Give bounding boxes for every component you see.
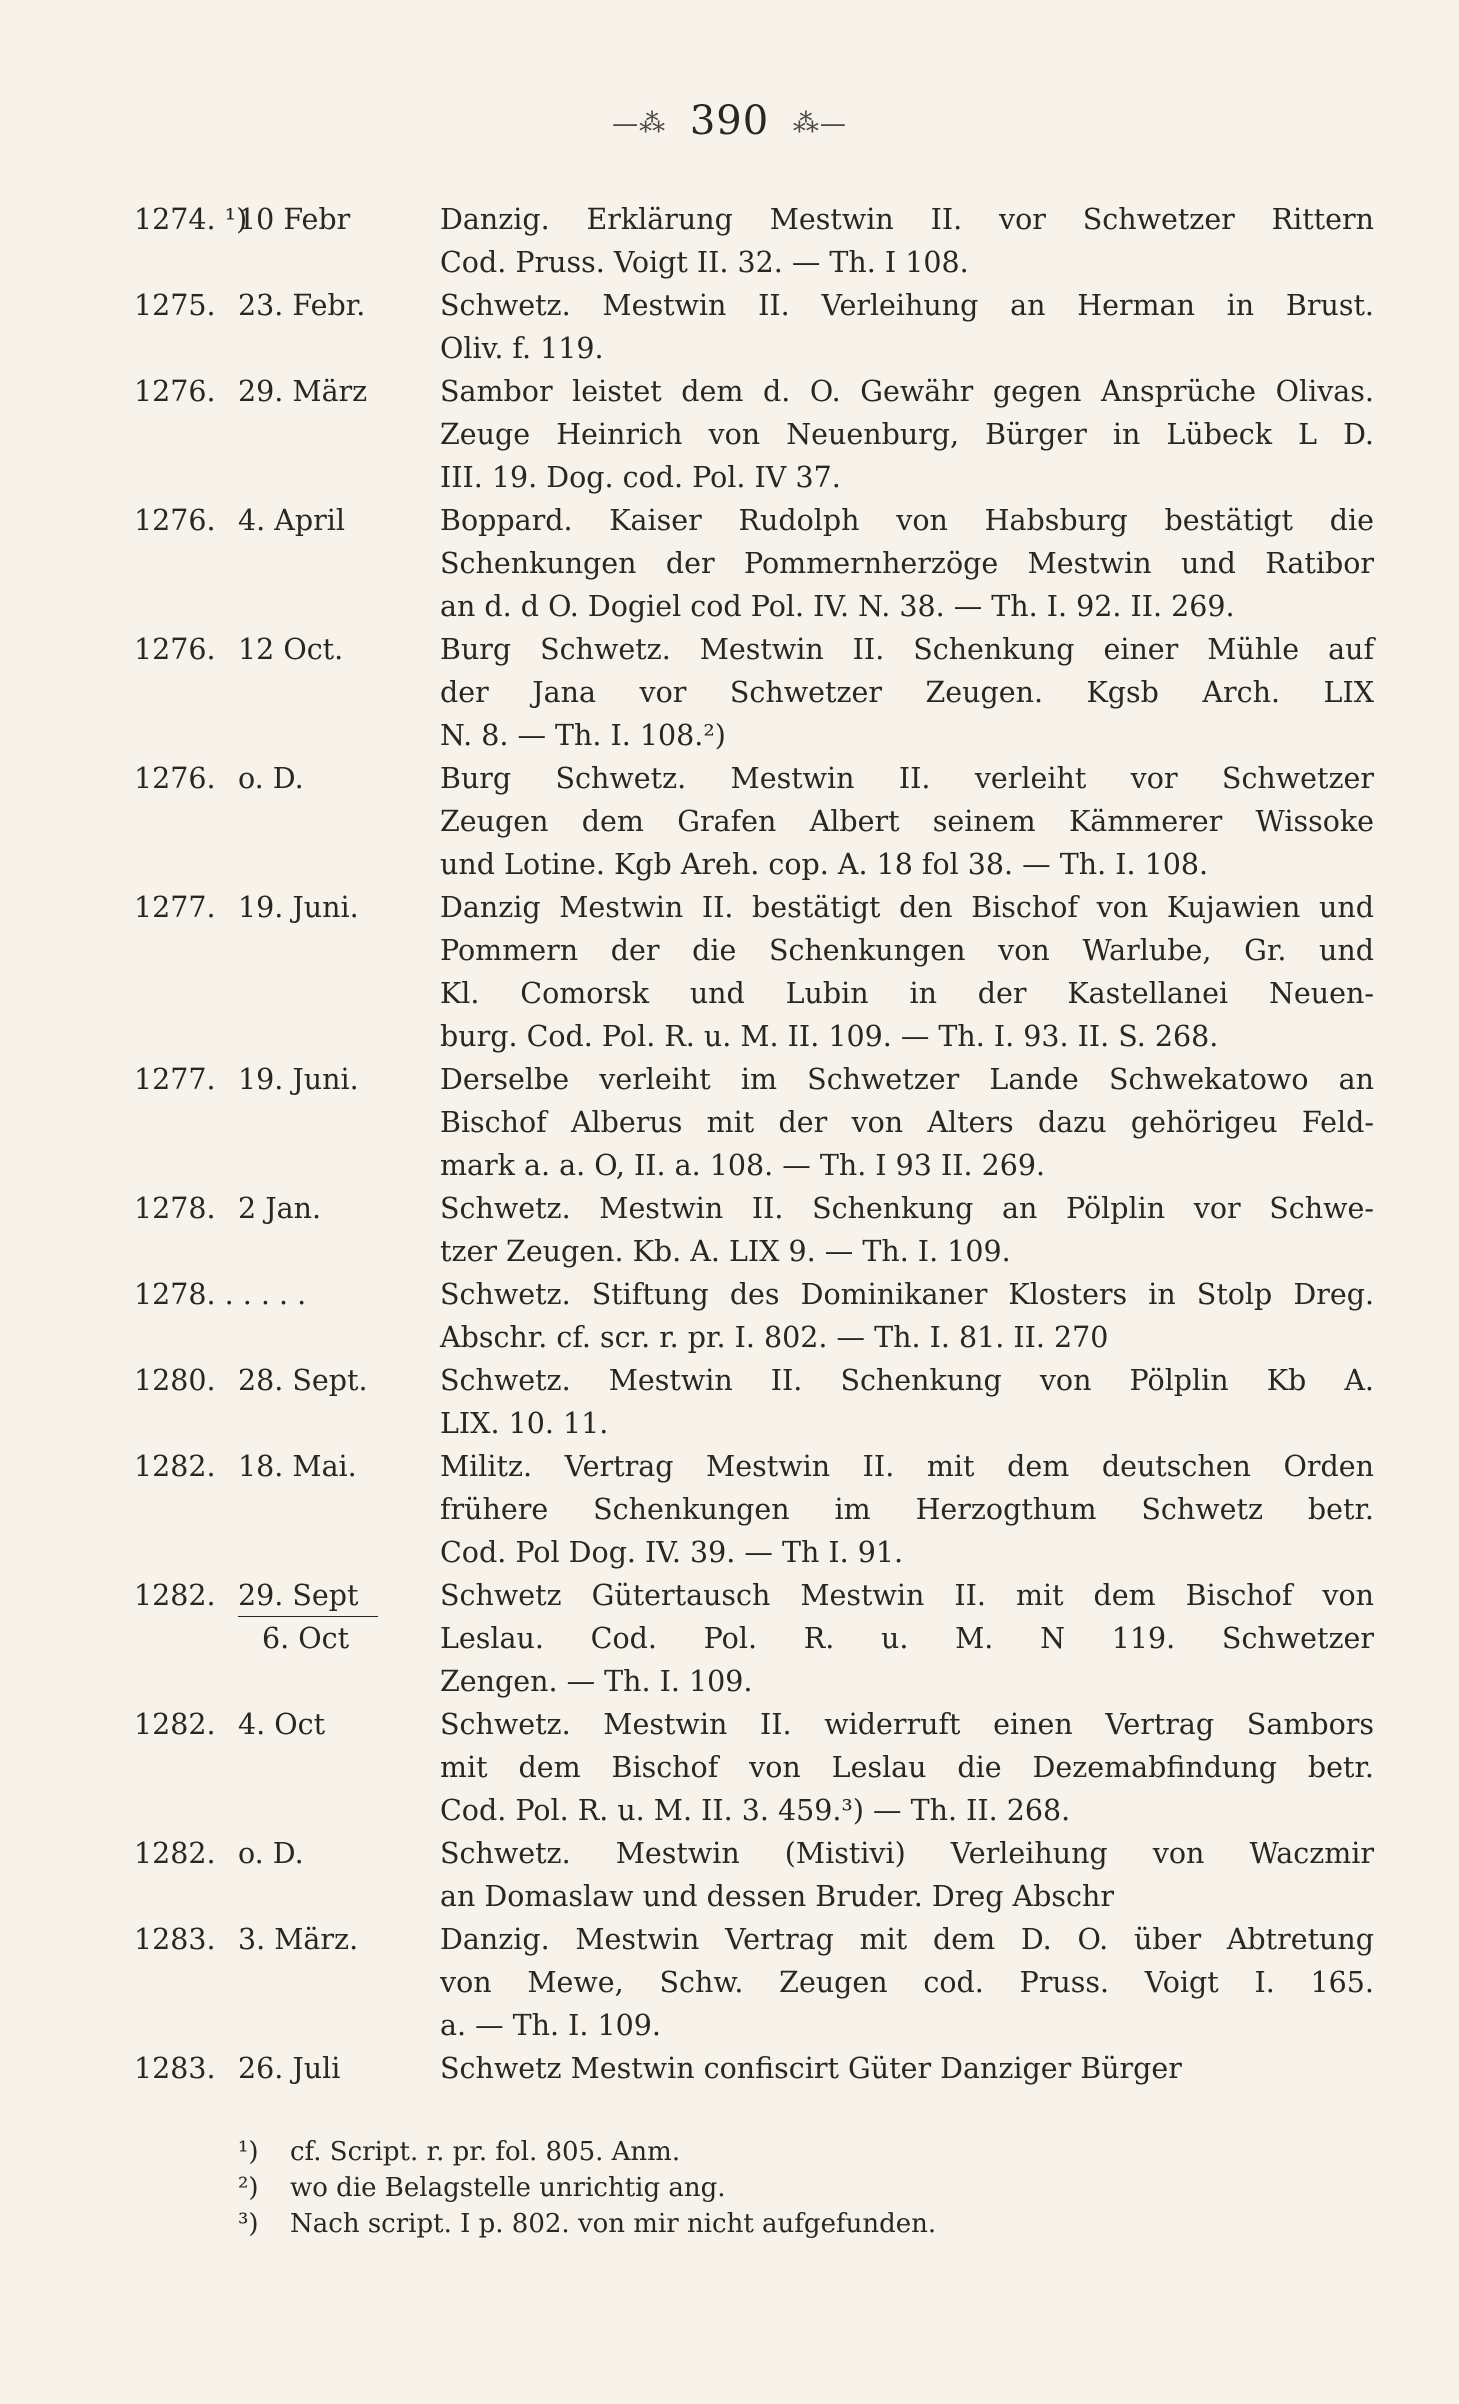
entry-date-start: 29. Sept: [238, 1576, 378, 1617]
entry-date: 3. März.: [238, 1923, 359, 1956]
chronology-entry: [134, 1832, 1374, 1918]
entry-date: 29. März: [238, 375, 368, 408]
entry-text: [440, 370, 1374, 499]
entry-text: [440, 198, 1374, 284]
entry-date: 26. Juli: [238, 2052, 341, 2085]
footnote: [238, 2170, 1138, 2206]
entry-text: [440, 1445, 1374, 1574]
entry-text: [440, 628, 1374, 757]
entry-text-line: Schwetz. Mestwin II. Schenkung von Pölplin Kb A.: [440, 1364, 1374, 1397]
entry-text-line: Zeugen dem Grafen Albert seinem Kämmerer Wissoke: [440, 805, 1374, 838]
footnote-mark: ¹): [238, 2137, 259, 2167]
entry-text-line: an d. d O. Dogiel cod Pol. IV. N. 38. — Th. I. 92. II. 269.: [440, 590, 1235, 623]
entry-text-line: an Domaslaw und dessen Bruder. Dreg Abschr: [440, 1880, 1114, 1913]
entry-text-line: Danzig. Erklärung Mestwin II. vor Schwetzer Rittern: [440, 203, 1374, 236]
chronology-entry: [134, 198, 1374, 284]
footnote-mark: ³): [238, 2209, 259, 2239]
chronology-entry: [134, 370, 1374, 499]
entry-year: 1282.: [134, 1837, 216, 1870]
entry-text-line: Boppard. Kaiser Rudolph von Habsburg bestätigt die: [440, 504, 1374, 537]
entry-date: 4. Oct: [238, 1708, 326, 1741]
chronology-entry: [134, 1359, 1374, 1445]
entry-year: 1283.: [134, 2052, 216, 2085]
entry-text-line: tzer Zeugen. Kb. A. LIX 9. — Th. I. 109.: [440, 1235, 1011, 1268]
entry-date: 10 Febr: [238, 203, 351, 236]
entry-text: [440, 1832, 1374, 1918]
entry-text-line: Kl. Comorsk und Lubin in der Kastellanei Neuen-: [440, 977, 1374, 1010]
entry-text-line: Burg Schwetz. Mestwin II. verleiht vor Schwetzer: [440, 762, 1374, 795]
entry-date: 23. Febr.: [238, 289, 366, 322]
entry-text: [440, 1273, 1374, 1359]
entry-year: 1282.: [134, 1708, 216, 1741]
entry-text-line: Schwetz Gütertausch Mestwin II. mit dem Bischof von: [440, 1579, 1374, 1612]
chronology-entry: [134, 1574, 1374, 1703]
entry-year: 1278. . . . . .: [134, 1278, 307, 1311]
entry-text-line: Oliv. f. 119.: [440, 332, 604, 365]
entry-text: [440, 757, 1374, 886]
entry-text: [440, 1703, 1374, 1832]
entry-text-line: Cod. Pol. R. u. M. II. 3. 459.³) — Th. II. 268.: [440, 1794, 1071, 1827]
entry-text-line: Danzig Mestwin II. bestätigt den Bischof von Kujawien und: [440, 891, 1374, 924]
entry-year: 1282.: [134, 1579, 216, 1612]
entry-text-line: III. 19. Dog. cod. Pol. IV 37.: [440, 461, 841, 494]
entry-text-line: mark a. a. O, II. a. 108. — Th. I 93 II. 269.: [440, 1149, 1046, 1182]
entry-text: [440, 284, 1374, 370]
footnotes: [238, 2134, 1138, 2242]
entry-text-line: Schwetz Mestwin confiscirt Güter Danziger Bürger: [440, 2052, 1182, 2085]
entry-date: 2 Jan.: [238, 1192, 322, 1225]
entry-year: 1278.: [134, 1192, 216, 1225]
chronology-entry: [134, 886, 1374, 1058]
entry-text: [440, 1187, 1374, 1273]
entry-date-end: 6. Oct: [262, 1622, 350, 1655]
header-ornament-right: ⁂—: [792, 109, 847, 139]
entry-text-line: Cod. Pol Dog. IV. 39. — Th I. 91.: [440, 1536, 904, 1569]
entry-text-line: Schenkungen der Pommernherzöge Mestwin und Ratibor: [440, 547, 1374, 580]
entry-year: 1280.: [134, 1364, 216, 1397]
entry-text-line: Militz. Vertrag Mestwin II. mit dem deutschen Orden: [440, 1450, 1374, 1483]
entry-text: [440, 1918, 1374, 2047]
chronology-entry: [134, 1445, 1374, 1574]
entry-date: 28. Sept.: [238, 1364, 368, 1397]
entry-text: [440, 1574, 1374, 1703]
footnote-text: wo die Belagstelle unrichtig ang.: [290, 2173, 726, 2203]
page-number: 390: [689, 98, 770, 144]
page-header: [0, 98, 1459, 144]
footnote-text: cf. Script. r. pr. fol. 805. Anm.: [290, 2137, 681, 2167]
entry-date: 4. April: [238, 504, 345, 537]
chronology-entry: [134, 1187, 1374, 1273]
entry-text-line: von Mewe, Schw. Zeugen cod. Pruss. Voigt I. 165.: [440, 1966, 1374, 1999]
entry-date: o. D.: [238, 1837, 304, 1870]
entry-date: 19. Juni.: [238, 1063, 359, 1096]
entry-text-line: Cod. Pruss. Voigt II. 32. — Th. I 108.: [440, 246, 969, 279]
entry-text-line: Pommern der die Schenkungen von Warlube, Gr. und: [440, 934, 1374, 967]
entry-text-line: Derselbe verleiht im Schwetzer Lande Schwekatowo an: [440, 1063, 1374, 1096]
entry-text-line: Burg Schwetz. Mestwin II. Schenkung einer Mühle auf: [440, 633, 1374, 666]
entry-text-line: Leslau. Cod. Pol. R. u. M. N 119. Schwetzer: [440, 1622, 1374, 1655]
footnote: [238, 2134, 1138, 2170]
entry-text-line: Schwetz. Mestwin II. Schenkung an Pölplin vor Schwe-: [440, 1192, 1374, 1225]
entry-year: 1282.: [134, 1450, 216, 1483]
footnote-text: Nach script. I p. 802. von mir nicht aufgefunden.: [290, 2209, 937, 2239]
chronology-entry: [134, 1703, 1374, 1832]
entry-date: 12 Oct.: [238, 633, 344, 666]
footnote-mark: ²): [238, 2173, 259, 2203]
chronology-entry: [134, 2047, 1374, 2090]
entry-text-line: der Jana vor Schwetzer Zeugen. Kgsb Arch. LIX: [440, 676, 1374, 709]
entry-text-line: mit dem Bischof von Leslau die Dezemabfindung betr.: [440, 1751, 1374, 1784]
entry-date: [238, 1574, 428, 1660]
entry-text-line: N. 8. — Th. I. 108.²): [440, 719, 726, 752]
entry-text-line: LIX. 10. 11.: [440, 1407, 609, 1440]
chronology-entry: [134, 499, 1374, 628]
entry-text-line: Abschr. cf. scr. r. pr. I. 802. — Th. I. 81. II. 270: [440, 1321, 1109, 1354]
chronology-entry: [134, 284, 1374, 370]
entry-text-line: Danzig. Mestwin Vertrag mit dem D. O. über Abtretung: [440, 1923, 1374, 1956]
chronology-entry: [134, 757, 1374, 886]
chronology-entry: [134, 1273, 1374, 1359]
chronology-list: [134, 198, 1374, 2090]
entry-text: [440, 499, 1374, 628]
entry-text: [440, 1058, 1374, 1187]
footnote: [238, 2206, 1138, 2242]
header-ornament-left: —⁂: [612, 109, 667, 139]
entry-text-line: Schwetz. Stiftung des Dominikaner Klosters in Stolp Dreg.: [440, 1278, 1374, 1311]
entry-year: 1276.: [134, 504, 216, 537]
entry-text: [440, 1359, 1374, 1445]
entry-text: [440, 2047, 1374, 2090]
entry-text-line: a. — Th. I. 109.: [440, 2009, 661, 2042]
entry-text-line: Zeuge Heinrich von Neuenburg, Bürger in Lübeck L D.: [440, 418, 1374, 451]
entry-text-line: frühere Schenkungen im Herzogthum Schwetz betr.: [440, 1493, 1374, 1526]
entry-year: 1283.: [134, 1923, 216, 1956]
chronology-entry: [134, 1918, 1374, 2047]
entry-text-line: burg. Cod. Pol. R. u. M. II. 109. — Th. I. 93. II. S. 268.: [440, 1020, 1219, 1053]
entry-text-line: Schwetz. Mestwin II. Verleihung an Herman in Brust.: [440, 289, 1374, 322]
chronology-entry: [134, 1058, 1374, 1187]
entry-text-line: Schwetz. Mestwin (Mistivi) Verleihung von Waczmir: [440, 1837, 1374, 1870]
entry-text-line: Bischof Alberus mit der von Alters dazu gehörigeu Feld-: [440, 1106, 1374, 1139]
entry-text-line: Schwetz. Mestwin II. widerruft einen Vertrag Sambors: [440, 1708, 1374, 1741]
entry-year: 1277.: [134, 891, 216, 924]
entry-text-line: und Lotine. Kgb Areh. cop. A. 18 fol 38. — Th. I. 108.: [440, 848, 1209, 881]
entry-year: 1276.: [134, 633, 216, 666]
entry-year: 1276.: [134, 375, 216, 408]
entry-date: o. D.: [238, 762, 304, 795]
entry-date: 18. Mai.: [238, 1450, 357, 1483]
entry-year: 1276.: [134, 762, 216, 795]
chronology-entry: [134, 628, 1374, 757]
entry-year: 1275.: [134, 289, 216, 322]
entry-text: [440, 886, 1374, 1058]
entry-year: 1277.: [134, 1063, 216, 1096]
entry-text-line: Zengen. — Th. I. 109.: [440, 1665, 753, 1698]
entry-text-line: Sambor leistet dem d. O. Gewähr gegen Ansprüche Olivas.: [440, 375, 1374, 408]
entry-date: 19. Juni.: [238, 891, 359, 924]
entry-year: 1274. ¹): [134, 203, 248, 236]
